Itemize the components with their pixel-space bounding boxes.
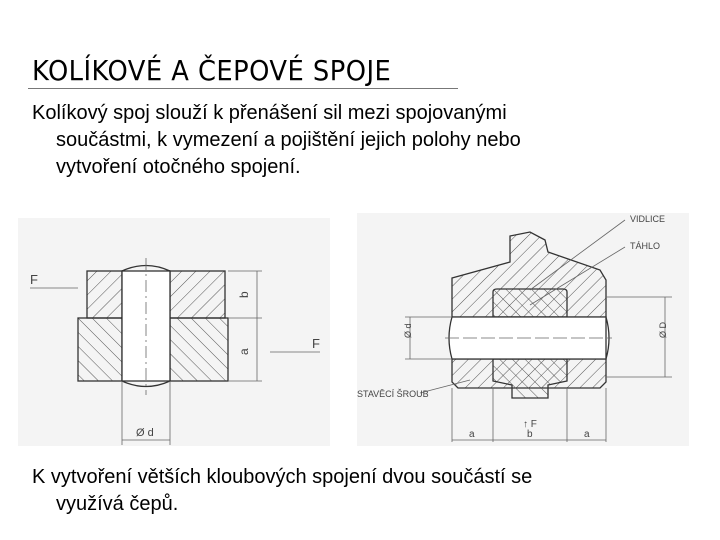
pin-joint-drawing — [18, 218, 330, 446]
slide-title: KOLÍKOVÉ A ČEPOVÉ SPOJE — [32, 54, 392, 87]
clevis-joint-drawing — [357, 213, 689, 446]
text-line: součástmi, k vymezení a pojištění jejich polohy nebo — [56, 129, 521, 151]
dim-outer-diameter: Ø D — [658, 321, 668, 338]
dim-b: b — [237, 291, 251, 298]
label-rod: TÁHLO — [630, 241, 661, 251]
dim-a-left: a — [469, 429, 475, 440]
force-label-right: F — [312, 336, 320, 351]
label-fork: VIDLICE — [630, 214, 666, 224]
dim-b: b — [527, 429, 533, 440]
dim-pin-diameter: Ø d — [403, 323, 413, 338]
label-adjusting-screw: STAVĚCÍ ŠROUB — [357, 389, 429, 399]
dim-diameter: Ø d — [136, 427, 154, 439]
text-line: Kolíkový spoj slouží k přenášení sil mezi spojovanými — [32, 102, 507, 124]
force-label-left: F — [30, 272, 38, 287]
dim-a: a — [237, 348, 251, 355]
dim-a-right: a — [584, 429, 590, 440]
title-underline — [28, 88, 458, 89]
text-line: vytvoření otočného spojení. — [56, 156, 301, 178]
text-line: K vytvoření větších kloubových spojení dvou součástí se — [32, 466, 533, 488]
paragraph-clevis-joint — [32, 464, 702, 518]
force-label: ↑ F — [523, 419, 537, 430]
paragraph-pin-joint — [32, 100, 702, 181]
text-line: využívá čepů. — [56, 493, 179, 515]
